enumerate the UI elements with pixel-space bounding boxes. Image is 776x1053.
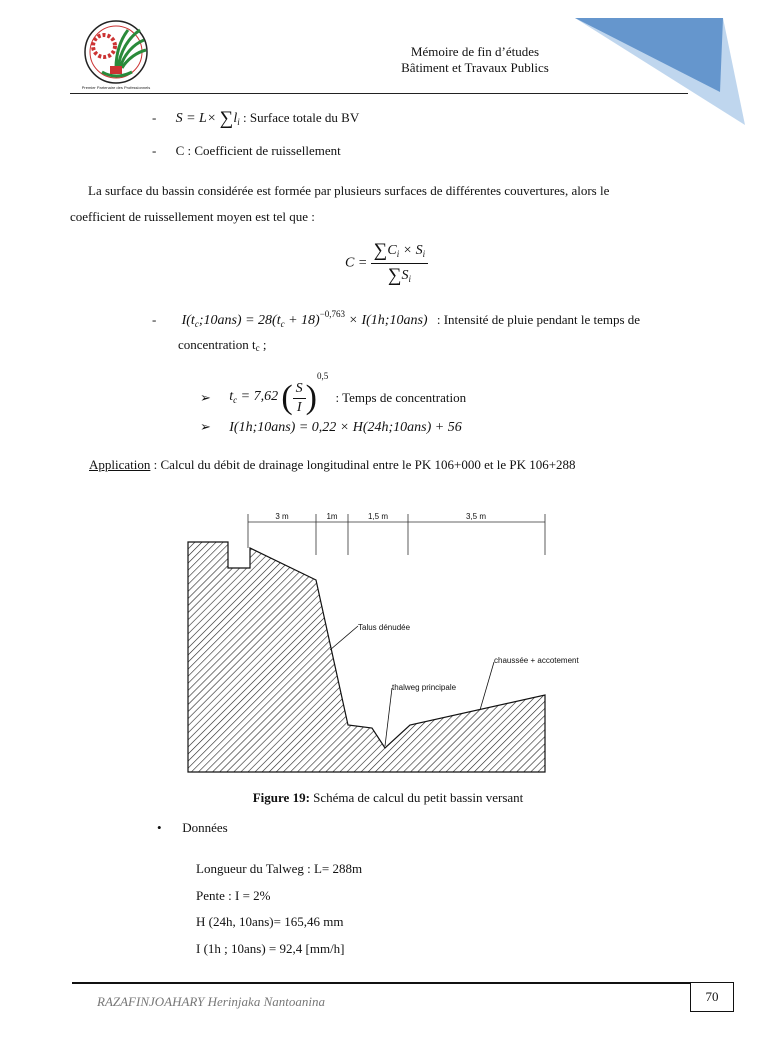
bullet-i1h — [200, 419, 462, 436]
intensity-formula: $I(t_c;10ans) = 28(t_c + 18)^{-0,763}$ × I(1h;10ans) — [181, 309, 428, 329]
s-formula: $S = L\times \sum l_i$ — [175, 108, 240, 129]
dimension-lines — [248, 514, 545, 555]
i1h-formula: I(1h;10ans) = 0,22 × H(24h;10ans) + 56 — [229, 420, 462, 435]
application-text: : Calcul du débit de drainage longitudinal entre le PK 106+000 et le PK 106+288 — [150, 457, 576, 472]
arrow-bullet: ➢ — [200, 419, 211, 434]
formula-c — [345, 240, 428, 287]
dash: - — [152, 110, 157, 125]
list-item: Longueur du Talweg : L= 288m — [196, 861, 363, 876]
donnees-title: Données — [182, 820, 228, 835]
intensity-label-1: : Intensité de pluie pendant le temps de — [436, 312, 641, 327]
school-logo — [74, 16, 158, 92]
s-label: : Surface totale du BV — [242, 110, 360, 125]
page-number: 70 — [705, 989, 719, 1004]
label-talus: Talus dénudée — [358, 623, 411, 632]
concentration-text: concentration tc ; — [178, 337, 267, 353]
logo-caption: Premier Partenaire des Professionnels — [81, 85, 151, 90]
intensity-label-2 — [178, 337, 266, 356]
definition-s — [152, 110, 359, 130]
footer-author: RAZAFINJOAHARY Herinjaka Nantoanina — [97, 994, 325, 1009]
dim-label-3-5m: 3,5 m — [465, 512, 487, 521]
list-item: I (1h ; 10ans) = 92,4 [mm/h] — [196, 940, 345, 956]
paragraph-line-1: La surface du bassin considérée est formée par plusieurs surfaces de différentes couvertures, alors le — [88, 183, 610, 198]
bullet-dot: • — [157, 820, 162, 835]
label-chaussee: chaussée + accotement — [494, 656, 579, 665]
c-label: C : Coefficient de ruissellement — [175, 143, 341, 158]
figure-caption — [0, 790, 776, 806]
formula-c-fraction: $\frac{\sum C_i \times S_i}{\sum S_i}$ — [371, 240, 428, 287]
footer-rule — [72, 982, 690, 984]
page-number-box — [690, 982, 734, 1012]
watershed-figure — [180, 500, 579, 780]
definition-c — [152, 143, 341, 159]
dash: - — [152, 312, 157, 327]
paragraph-line-2: coefficient de ruissellement moyen est tel que : — [70, 209, 315, 224]
header-title — [360, 44, 590, 76]
dim-label-1m: 1m — [326, 512, 338, 521]
header-rule — [70, 93, 688, 94]
formula-c-lhs: C = — [345, 255, 371, 271]
donnees-list — [196, 856, 362, 962]
arrow-bullet: ➢ — [200, 390, 211, 406]
terrain-hatched — [188, 542, 545, 772]
label-thalweg: thalweg principale — [392, 683, 457, 692]
dim-label-3m: 3 m — [275, 512, 289, 521]
paragraph-1 — [70, 178, 690, 230]
list-item: H (24h, 10ans)= 165,46 mm — [196, 914, 344, 929]
donnees-heading — [157, 820, 228, 836]
list-item: Pente : I = 2% — [196, 887, 271, 903]
caption-text: Schéma de calcul du petit bassin versant — [309, 790, 524, 805]
header-line-2: Bâtiment et Travaux Publics — [401, 60, 549, 75]
application-label: Application — [89, 457, 151, 472]
dash: - — [152, 143, 157, 158]
header-line-1: Mémoire de fin d’études — [410, 44, 540, 59]
tc-label: : Temps de concentration — [335, 390, 467, 406]
application-line — [89, 457, 576, 473]
bullet-tc: ➢ $t_c = 7,62$ ( $\frac{S}{I}$ )$^{0,5}$ : Temps de concentration — [200, 371, 467, 417]
dim-label-1-5m: 1,5 m — [367, 512, 389, 521]
tc-formula: $t_c = 7,62$ — [229, 388, 279, 405]
intensity-definition — [152, 306, 640, 332]
caption-bold: Figure 19: — [252, 790, 310, 805]
